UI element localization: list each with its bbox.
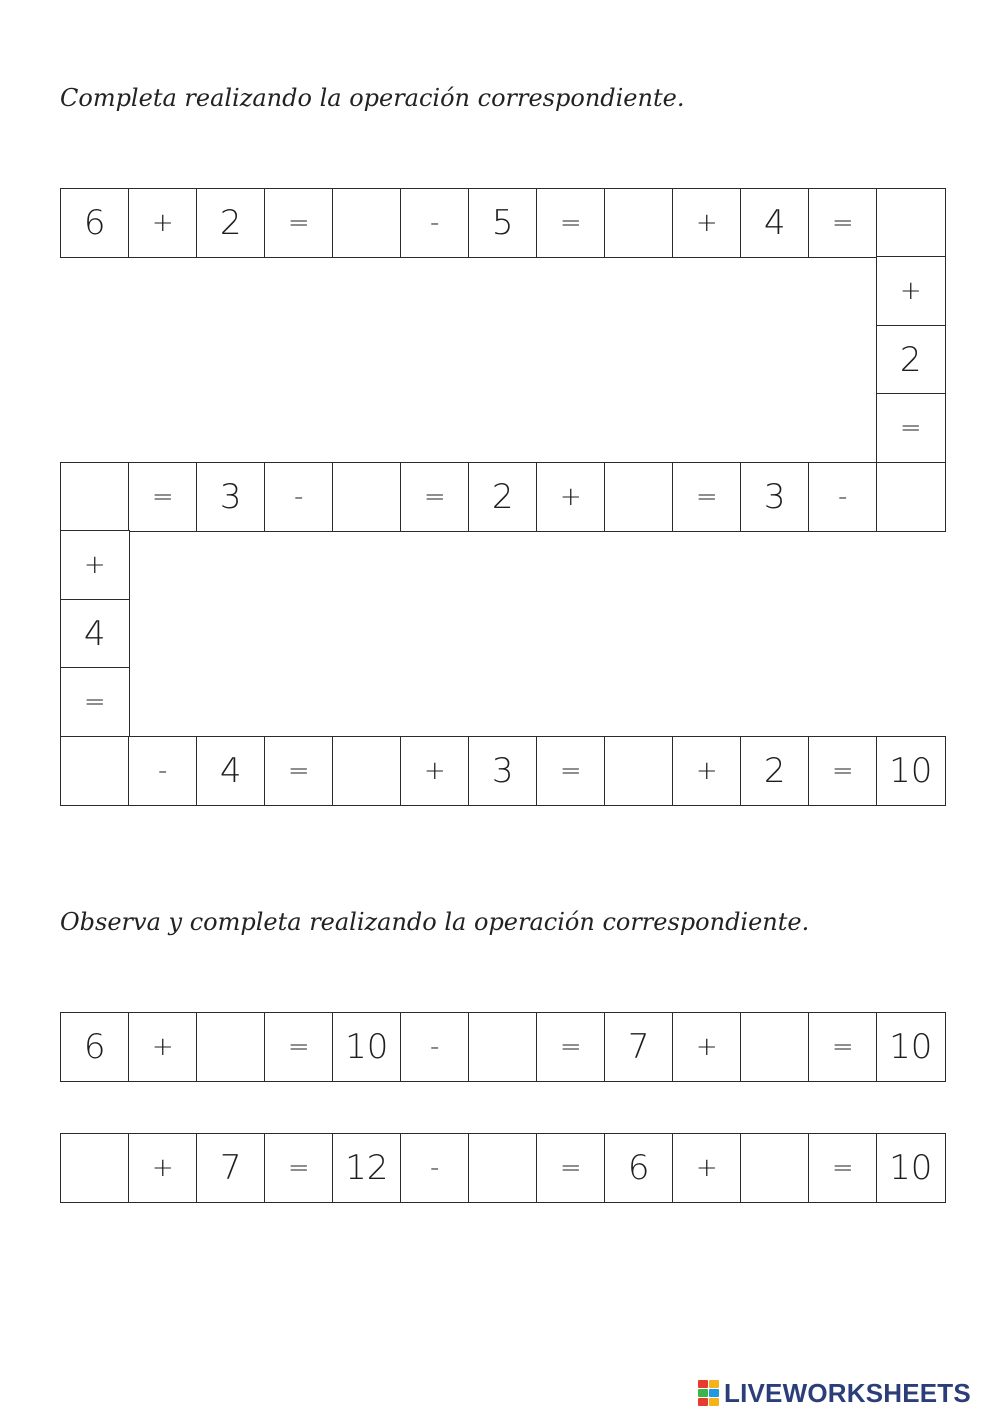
answer-box[interactable]: [876, 462, 946, 532]
number-cell: 2: [740, 736, 810, 806]
minus-sign-cell: -: [400, 1133, 470, 1203]
plus-sign-cell: +: [60, 530, 130, 600]
number-cell: 3: [196, 462, 266, 532]
plus-sign-cell: +: [876, 256, 946, 326]
equals-sign-cell: =: [536, 1012, 606, 1082]
equals-sign-cell: =: [400, 462, 470, 532]
equals-sign-cell: =: [536, 188, 606, 258]
answer-box[interactable]: [604, 736, 674, 806]
minus-sign-cell: -: [128, 736, 198, 806]
number-cell: 4: [740, 188, 810, 258]
number-cell: 10: [332, 1012, 402, 1082]
equals-sign-cell: =: [808, 1012, 878, 1082]
number-cell: 2: [468, 462, 538, 532]
number-cell: 2: [876, 325, 946, 395]
plus-sign-cell: +: [672, 1012, 742, 1082]
number-cell: 12: [332, 1133, 402, 1203]
equals-sign-cell: =: [264, 188, 334, 258]
equals-sign-cell: =: [264, 736, 334, 806]
equals-sign-cell: =: [808, 736, 878, 806]
instruction-1: Completa realizando la operación correspondiente.: [60, 84, 685, 112]
answer-box[interactable]: [60, 736, 130, 806]
number-cell: 6: [604, 1133, 674, 1203]
minus-sign-cell: -: [400, 188, 470, 258]
number-cell: 4: [196, 736, 266, 806]
plus-sign-cell: +: [128, 188, 198, 258]
answer-box[interactable]: [332, 188, 402, 258]
instruction-2: Observa y completa realizando la operación correspondiente.: [60, 908, 810, 936]
equals-sign-cell: =: [60, 667, 130, 737]
number-cell: 3: [468, 736, 538, 806]
number-cell: 7: [196, 1133, 266, 1203]
logo-text: LIVEWORKSHEETS: [724, 1377, 971, 1408]
equals-sign-cell: =: [672, 462, 742, 532]
minus-sign-cell: -: [400, 1012, 470, 1082]
answer-box[interactable]: [332, 736, 402, 806]
answer-box[interactable]: [196, 1012, 266, 1082]
answer-box[interactable]: [60, 462, 130, 532]
liveworksheets-logo: [698, 1378, 971, 1408]
answer-box[interactable]: [604, 462, 674, 532]
answer-box[interactable]: [60, 1133, 130, 1203]
number-cell: 10: [876, 1012, 946, 1082]
plus-sign-cell: +: [536, 462, 606, 532]
equals-sign-cell: =: [808, 1133, 878, 1203]
answer-box[interactable]: [332, 462, 402, 532]
equals-sign-cell: =: [808, 188, 878, 258]
equals-sign-cell: =: [264, 1133, 334, 1203]
plus-sign-cell: +: [128, 1012, 198, 1082]
logo-blocks-icon: [698, 1380, 720, 1406]
number-cell: 6: [60, 1012, 130, 1082]
equals-sign-cell: =: [128, 462, 198, 532]
minus-sign-cell: -: [264, 462, 334, 532]
plus-sign-cell: +: [672, 188, 742, 258]
equals-sign-cell: =: [536, 1133, 606, 1203]
answer-box[interactable]: [876, 188, 946, 258]
equals-sign-cell: =: [876, 393, 946, 463]
number-cell: 10: [876, 1133, 946, 1203]
answer-box[interactable]: [468, 1133, 538, 1203]
answer-box[interactable]: [740, 1133, 810, 1203]
equals-sign-cell: =: [536, 736, 606, 806]
plus-sign-cell: +: [672, 736, 742, 806]
answer-box[interactable]: [604, 188, 674, 258]
number-cell: 3: [740, 462, 810, 532]
number-cell: 4: [60, 599, 130, 669]
number-cell: 6: [60, 188, 130, 258]
number-cell: 7: [604, 1012, 674, 1082]
plus-sign-cell: +: [128, 1133, 198, 1203]
answer-box[interactable]: [468, 1012, 538, 1082]
number-cell: 2: [196, 188, 266, 258]
equals-sign-cell: =: [264, 1012, 334, 1082]
minus-sign-cell: -: [808, 462, 878, 532]
plus-sign-cell: +: [672, 1133, 742, 1203]
number-cell: 10: [876, 736, 946, 806]
answer-box[interactable]: [740, 1012, 810, 1082]
number-cell: 5: [468, 188, 538, 258]
plus-sign-cell: +: [400, 736, 470, 806]
